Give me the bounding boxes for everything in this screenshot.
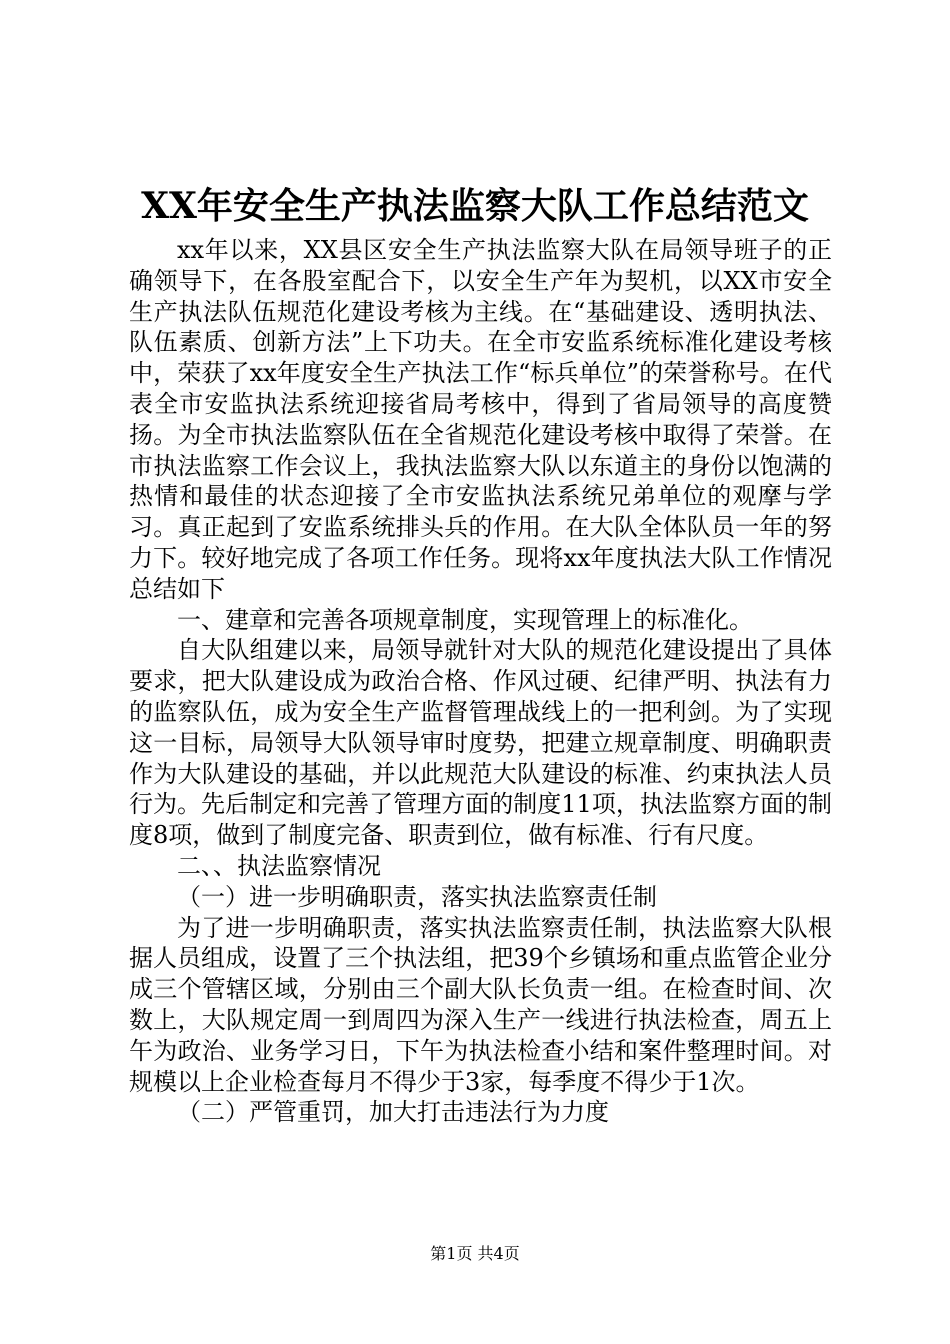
page-number: 第1页 (430, 1244, 473, 1263)
document-body (129, 235, 832, 1128)
page-total: 共4页 (477, 1244, 520, 1263)
paragraph-regulations: 自大队组建以来，局领导就针对大队的规范化建设提出了具体要求，把大队建设成为政治合格、作风过硬、纪律严明、执法有力的监察队伍，成为安全生产监督管理战线上的一把利剑。为了实现这一目标，局领导大队领导审时度势，把建立规章制度、明确职责作为大队建设的基础，并以此规范大队建设的标准、约束执法人员行为。先后制定和完善了管理方面的制度11项，执法监察方面的制度8项，做到了制度完备、职责到位，做有标准、行有尺度。 (129, 636, 832, 850)
paragraph-responsibility: 为了进一步明确职责，落实执法监察责任制，执法监察大队根据人员组成，设置了三个执法组，把39个乡镇场和重点监管企业分成三个管辖区域，分别由三个副大队长负责一组。在检查时间、次数上，大队规定周一到周四为深入生产一线进行执法检查，周五上午为政治、业务学习日，下午为执法检查小结和案件整理时间。对规模以上企业检查每月不得少于3家，每季度不得少于1次。 (129, 913, 832, 1096)
subsection-heading-1: （一）进一步明确职责，落实执法监察责任制 (177, 882, 657, 911)
section-heading-1: 一、建章和完善各项规章制度，实现管理上的标准化。 (177, 605, 753, 634)
page-footer (0, 1243, 950, 1265)
subsection-heading-2: （二）严管重罚，加大打击违法行为力度 (177, 1098, 609, 1127)
document-title: XX年安全生产执法监察大队工作总结范文 (141, 185, 809, 227)
section-heading-2: 二、、执法监察情况 (177, 851, 381, 880)
paragraph-intro: xx年以来，XX县区安全生产执法监察大队在局领导班子的正确领导下，在各股室配合下，以安全生产年为契机，以XX市安全生产执法队伍规范化建设考核为主线。在“基础建设、透明执法、队伍素质、创新方法”上下功夫。在全市安监系统标准化建设考核中，荣获了xx年度安全生产执法工作“标兵单位”的荣誉称号。在代表全市安监执法系统迎接省局考核中，得到了省局领导的高度赞扬。为全市执法监察队伍在全省规范化建设考核中取得了荣誉。在市执法监察工作会议上，我执法监察大队以东道主的身份以饱满的热情和最佳的状态迎接了全市安监执法系统兄弟单位的观摩与学习。真正起到了安监系统排头兵的作用。在大队全体队员一年的努力下。较好地完成了各项工作任务。现将xx年度执法大队工作情况总结如下 (129, 236, 832, 603)
